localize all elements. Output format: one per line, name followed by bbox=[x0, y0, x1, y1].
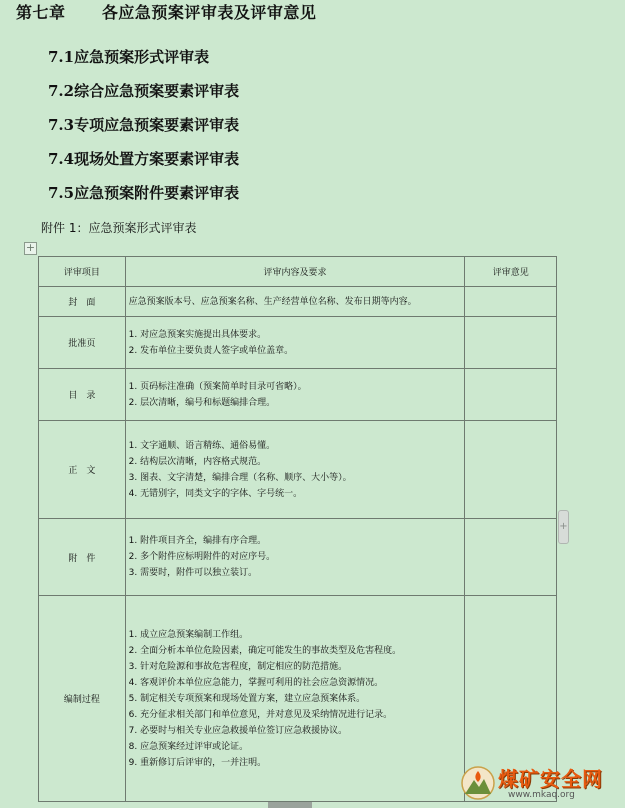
row-item-approval: 批准页 bbox=[39, 317, 126, 369]
opinion-cell[interactable] bbox=[465, 421, 557, 519]
requirement-line: 6. 充分征求相关部门和单位意见，并对意见及采纳情况进行记录。 bbox=[128, 709, 393, 720]
requirement-line: 2. 全面分析本单位危险因素，确定可能发生的事故类型及危害程度。 bbox=[128, 645, 402, 656]
opinion-cell[interactable] bbox=[465, 519, 557, 596]
requirement-line: 2. 发布单位主要负责人签字或单位盖章。 bbox=[128, 345, 294, 356]
watermark-url: www.mkaq.org bbox=[508, 790, 575, 800]
attachment-label: 附件 1：应急预案形式评审表 bbox=[41, 221, 197, 235]
requirement-line: 3. 需要时，附件可以独立装订。 bbox=[128, 568, 258, 578]
row-content-approval bbox=[125, 317, 465, 369]
requirement-line: 1. 文字通顺、语言精练、通俗易懂。 bbox=[128, 440, 276, 451]
opinion-cell[interactable] bbox=[465, 369, 557, 421]
row-content-process bbox=[125, 596, 465, 802]
mountain-flame-icon bbox=[460, 765, 496, 801]
opinion-cell[interactable] bbox=[465, 317, 557, 369]
table-row bbox=[39, 519, 557, 596]
requirement-line: 7. 必要时与相关专业应急救援单位签订应急救援协议。 bbox=[128, 725, 348, 736]
requirement-line: 8. 应急预案经过评审或论证。 bbox=[128, 741, 249, 752]
chapter-title: 第七章 各应急预案评审表及评审意见 bbox=[16, 3, 317, 22]
row-item-process: 编制过程 bbox=[39, 596, 126, 802]
row-item-body: 正 文 bbox=[39, 421, 126, 519]
requirement-line: 1. 成立应急预案编制工作组。 bbox=[128, 629, 249, 640]
requirement-line: 2. 结构层次清晰，内容格式规范。 bbox=[128, 456, 267, 467]
requirement-line: 4. 无错别字，同类文字的字体、字号统一。 bbox=[128, 488, 303, 499]
table-row bbox=[39, 369, 557, 421]
scrollbar-thumb[interactable] bbox=[268, 802, 312, 808]
toc-item-7-4[interactable]: 7.4现场处置方案要素评审表 bbox=[48, 150, 240, 168]
requirement-line: 2. 多个附件应标明附件的对应序号。 bbox=[128, 552, 276, 562]
toc-list bbox=[48, 46, 239, 216]
row-content-cover bbox=[125, 287, 465, 317]
watermark bbox=[460, 763, 620, 805]
table-row bbox=[39, 317, 557, 369]
requirement-line: 3. 针对危险源和事故危害程度，制定相应的防范措施。 bbox=[128, 661, 348, 672]
requirement-line: 1. 附件项目齐全，编排有序合理。 bbox=[128, 536, 267, 546]
row-item-toc: 目 录 bbox=[39, 369, 126, 421]
opinion-cell[interactable] bbox=[465, 287, 557, 317]
row-item-annex: 附 件 bbox=[39, 519, 126, 596]
header-opinion: 评审意见 bbox=[465, 257, 557, 287]
table-row bbox=[39, 421, 557, 519]
requirement-line: 4. 客观评价本单位应急能力，掌握可利用的社会应急资源情况。 bbox=[128, 677, 384, 688]
form-review-table bbox=[38, 256, 557, 802]
requirement-line: 2. 层次清晰，编号和标题编排合理。 bbox=[128, 397, 276, 408]
table-row bbox=[39, 287, 557, 317]
header-item: 评审项目 bbox=[39, 257, 126, 287]
toc-item-7-5[interactable]: 7.5应急预案附件要素评审表 bbox=[48, 184, 240, 202]
watermark-brand: 煤矿安全网 bbox=[498, 767, 603, 791]
row-content-toc bbox=[125, 369, 465, 421]
toc-item-7-1[interactable]: 7.1应急预案形式评审表 bbox=[48, 48, 210, 66]
requirement-line: 9. 重新修订后评审的，一并注明。 bbox=[128, 757, 267, 768]
header-content: 评审内容及要求 bbox=[125, 257, 465, 287]
row-content-body bbox=[125, 421, 465, 519]
plus-icon[interactable]: + bbox=[558, 510, 569, 544]
table-header-row bbox=[39, 257, 557, 287]
row-item-cover: 封 面 bbox=[39, 287, 126, 317]
plus-icon[interactable]: + bbox=[25, 241, 36, 254]
requirement-line: 3. 图表、文字清楚，编排合理（名称、顺序、大小等）。 bbox=[128, 472, 352, 483]
requirement-line: 5. 制定相关专项预案和现场处置方案，建立应急预案体系。 bbox=[128, 693, 366, 704]
requirement-line: 1. 页码标注准确（预案简单时目录可省略）。 bbox=[128, 381, 307, 392]
toc-item-7-3[interactable]: 7.3专项应急预案要素评审表 bbox=[48, 116, 240, 134]
toc-item-7-2[interactable]: 7.2综合应急预案要素评审表 bbox=[48, 82, 240, 100]
row-content-annex bbox=[125, 519, 465, 596]
requirement-line: 应急预案版本号、应急预案名称、生产经营单位名称、发布日期等内容。 bbox=[128, 296, 417, 307]
requirement-line: 1. 对应急预案实施提出具体要求。 bbox=[128, 329, 267, 340]
